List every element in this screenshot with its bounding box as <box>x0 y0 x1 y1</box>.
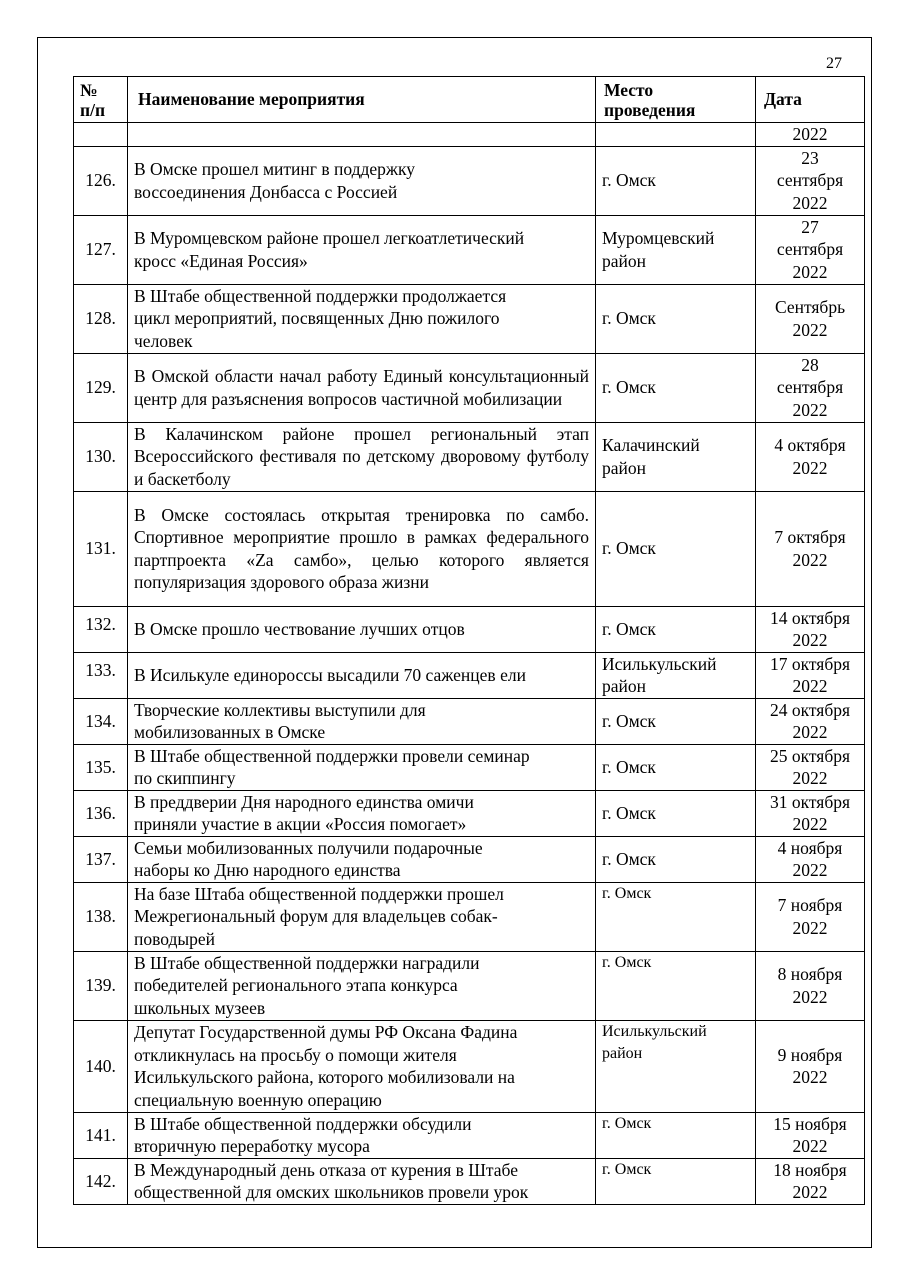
event-name: В Омске прошел митинг в поддержку воссоединения Донбасса с Россией <box>128 146 596 215</box>
carryover-num <box>74 123 128 147</box>
event-place: Исилькульский район <box>596 1020 756 1112</box>
event-date: 7 ноября 2022 <box>756 882 865 951</box>
event-date: 7 октября 2022 <box>756 491 865 606</box>
table-row <box>74 882 865 951</box>
event-name: Творческие коллективы выступили для мобилизованных в Омске <box>128 698 596 744</box>
row-number: 141. <box>74 1112 128 1158</box>
events-table <box>73 76 865 1205</box>
event-name: В Омске прошло чествование лучших отцов <box>128 606 596 652</box>
row-number: 138. <box>74 882 128 951</box>
event-date: 24 октября 2022 <box>756 698 865 744</box>
event-place: г. Омск <box>596 790 756 836</box>
row-number: 132. <box>74 606 128 652</box>
event-date: 27 сентября 2022 <box>756 215 865 284</box>
event-date: Сентябрь 2022 <box>756 284 865 353</box>
event-date: 17 октября 2022 <box>756 652 865 698</box>
row-number: 139. <box>74 951 128 1020</box>
table-row <box>74 1158 865 1204</box>
row-number: 127. <box>74 215 128 284</box>
row-number: 128. <box>74 284 128 353</box>
table-row <box>74 491 865 606</box>
event-date: 15 ноября 2022 <box>756 1112 865 1158</box>
table-row <box>74 836 865 882</box>
table-row <box>74 1112 865 1158</box>
row-number: 142. <box>74 1158 128 1204</box>
row-number: 140. <box>74 1020 128 1112</box>
event-date: 14 октября 2022 <box>756 606 865 652</box>
row-number: 134. <box>74 698 128 744</box>
header-date: Дата <box>756 77 865 123</box>
event-place: г. Омск <box>596 836 756 882</box>
table-row <box>74 652 865 698</box>
table-row <box>74 1020 865 1112</box>
event-date: 9 ноября 2022 <box>756 1020 865 1112</box>
row-number: 133. <box>74 652 128 698</box>
table-row <box>74 215 865 284</box>
carryover-row <box>74 123 865 147</box>
table-row <box>74 744 865 790</box>
table-row <box>74 284 865 353</box>
event-date: 28 сентября 2022 <box>756 353 865 422</box>
event-date: 18 ноября 2022 <box>756 1158 865 1204</box>
event-place: г. Омск <box>596 951 756 1020</box>
event-place: г. Омск <box>596 1158 756 1204</box>
event-date: 4 ноября 2022 <box>756 836 865 882</box>
event-name: В Исилькуле единороссы высадили 70 саженцев ели <box>128 652 596 698</box>
event-place: г. Омск <box>596 882 756 951</box>
event-name: В Штабе общественной поддержки наградили победителей регионального этапа конкурса школьных музеев <box>128 951 596 1020</box>
event-place: г. Омск <box>596 606 756 652</box>
table-row <box>74 422 865 491</box>
event-place: г. Омск <box>596 698 756 744</box>
header-name: Наименование мероприятия <box>128 77 596 123</box>
row-number: 126. <box>74 146 128 215</box>
event-name: В Омской области начал работу Единый консультационный центр для разъяснения вопросов частичной мобилизации <box>128 353 596 422</box>
table-row <box>74 606 865 652</box>
page-number: 27 <box>826 55 842 72</box>
event-name: В Калачинском районе прошел региональный этап Всероссийского фестиваля по детскому дворовому футболу и баскетболу <box>128 422 596 491</box>
event-place: г. Омск <box>596 284 756 353</box>
event-place: г. Омск <box>596 353 756 422</box>
row-number: 136. <box>74 790 128 836</box>
event-place: г. Омск <box>596 146 756 215</box>
table-row <box>74 146 865 215</box>
row-number: 137. <box>74 836 128 882</box>
event-date: 8 ноября 2022 <box>756 951 865 1020</box>
carryover-date: 2022 <box>756 123 865 147</box>
carryover-name <box>128 123 596 147</box>
event-name: Депутат Государственной думы РФ Оксана Фадина откликнулась на просьбу о помощи жителя Исилькульского района, которого мобилизовали на специальную военную операцию <box>128 1020 596 1112</box>
event-date: 25 октября 2022 <box>756 744 865 790</box>
event-name: В Штабе общественной поддержки продолжается цикл мероприятий, посвященных Дню пожилого человек <box>128 284 596 353</box>
event-place: Муромцевский район <box>596 215 756 284</box>
event-date: 23 сентября 2022 <box>756 146 865 215</box>
event-name: На базе Штаба общественной поддержки прошел Межрегиональный форум для владельцев собак- поводырей <box>128 882 596 951</box>
event-place: г. Омск <box>596 1112 756 1158</box>
event-name: В Омске состоялась открытая тренировка по самбо. Спортивное мероприятие прошло в рамках федерального партпроекта «Za самбо», целью которого является популяризация здорового образа жизни <box>128 491 596 606</box>
table-row <box>74 353 865 422</box>
header-row <box>74 77 865 123</box>
table-row <box>74 951 865 1020</box>
header-num: № п/п <box>74 77 128 123</box>
event-name: В Международный день отказа от курения в Штабе общественной для омских школьников провели урок <box>128 1158 596 1204</box>
event-name: В Штабе общественной поддержки провели семинар по скиппингу <box>128 744 596 790</box>
event-name: В Штабе общественной поддержки обсудили вторичную переработку мусора <box>128 1112 596 1158</box>
event-place: г. Омск <box>596 744 756 790</box>
event-name: В Муромцевском районе прошел легкоатлетический кросс «Единая Россия» <box>128 215 596 284</box>
header-place: Место проведения <box>596 77 756 123</box>
table-row <box>74 790 865 836</box>
row-number: 131. <box>74 491 128 606</box>
event-place: г. Омск <box>596 491 756 606</box>
event-date: 4 октября 2022 <box>756 422 865 491</box>
event-place: Исилькульский район <box>596 652 756 698</box>
row-number: 135. <box>74 744 128 790</box>
event-date: 31 октября 2022 <box>756 790 865 836</box>
event-place: Калачинский район <box>596 422 756 491</box>
event-name: Семьи мобилизованных получили подарочные наборы ко Дню народного единства <box>128 836 596 882</box>
table-row <box>74 698 865 744</box>
event-name: В преддверии Дня народного единства омичи приняли участие в акции «Россия помогает» <box>128 790 596 836</box>
row-number: 130. <box>74 422 128 491</box>
row-number: 129. <box>74 353 128 422</box>
carryover-place <box>596 123 756 147</box>
